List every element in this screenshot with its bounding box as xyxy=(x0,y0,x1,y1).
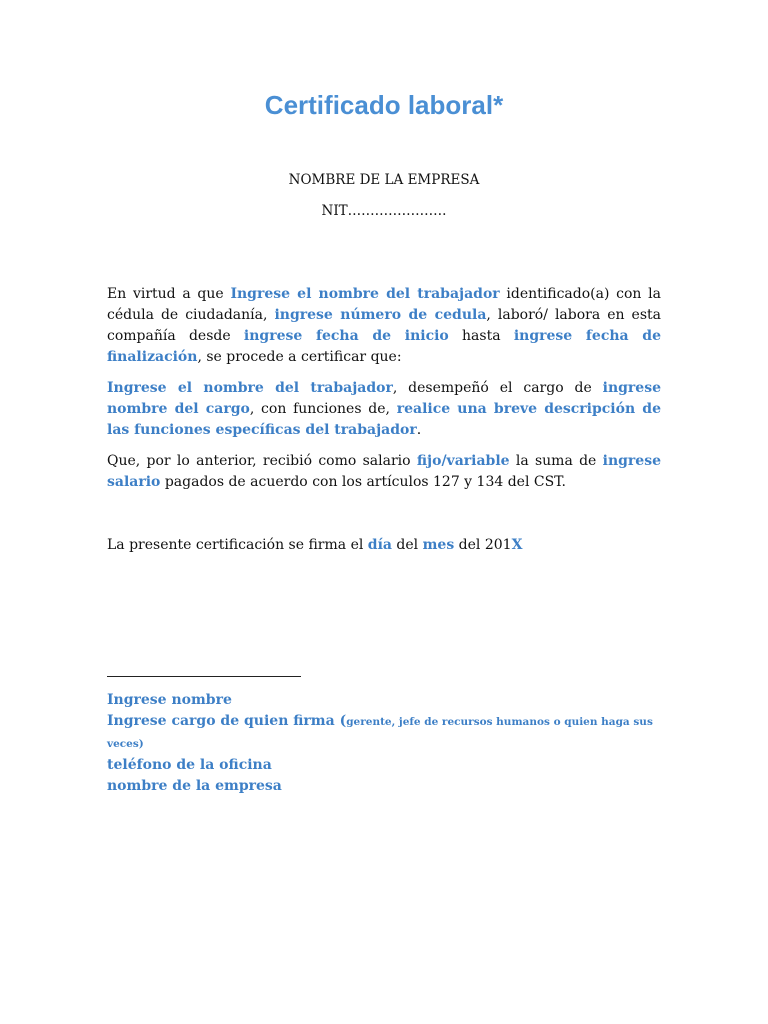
position-name-field: ingrese nombre del cargo xyxy=(107,380,661,417)
paragraph-position xyxy=(107,378,661,441)
year-digit-field: X xyxy=(511,537,523,553)
text-segment: Que, por lo anterior, recibió como salario xyxy=(107,453,417,469)
office-phone-field: teléfono de la oficina xyxy=(107,757,272,773)
company-name-placeholder: NOMBRE DE LA EMPRESA xyxy=(288,172,480,188)
text-segment: , se procede a certificar que: xyxy=(197,349,402,365)
text-segment: pagados de acuerdo con los artículos 127 y 134 del CST. xyxy=(160,474,566,490)
signer-company-field: nombre de la empresa xyxy=(107,778,282,794)
day-field: día xyxy=(367,537,392,553)
signature-block xyxy=(107,690,667,797)
nit-line: NIT…………………. xyxy=(321,203,447,219)
text-segment: del 201 xyxy=(454,537,512,553)
start-date-field: ingrese fecha de inicio xyxy=(243,328,449,344)
text-segment: del xyxy=(391,537,423,553)
paragraph-salary xyxy=(107,451,661,493)
salary-amount-field: ingrese salario xyxy=(107,453,661,490)
paragraph-employment xyxy=(107,284,661,368)
text-segment: En virtud a que xyxy=(107,286,231,302)
text-segment: La presente certificación se firma el xyxy=(107,537,368,553)
signer-role-note: gerente, jefe de recursos humanos o quien haga sus veces) xyxy=(107,716,653,750)
worker-name-field: Ingrese el nombre del trabajador xyxy=(107,380,393,396)
text-segment: , con funciones de, xyxy=(249,401,397,417)
text-segment: , laboró/ labora en esta compañía desde xyxy=(107,307,661,344)
end-date-field: ingrese fecha de finalización xyxy=(107,328,661,365)
text-segment: identificado(a) con la cédula de ciudadanía, xyxy=(107,286,661,323)
document-title: Certificado laboral* xyxy=(264,90,504,120)
id-number-field: ingrese número de cedula xyxy=(274,307,487,323)
signer-role-field: Ingrese cargo de quien firma ( xyxy=(107,713,347,729)
text-segment: hasta xyxy=(448,328,514,344)
worker-name-field: Ingrese el nombre del trabajador xyxy=(230,286,500,302)
signer-role-line xyxy=(107,711,667,755)
functions-description-field: realice una breve descripción de las funciones específicas del trabajador xyxy=(107,401,661,438)
text-segment: , desempeñó el cargo de xyxy=(392,380,603,396)
text-segment: la suma de xyxy=(509,453,603,469)
month-field: mes xyxy=(422,537,455,553)
paragraph-signature-date xyxy=(107,535,661,556)
signer-name-field: Ingrese nombre xyxy=(107,692,232,708)
signature-line xyxy=(107,676,301,677)
text-segment: . xyxy=(416,422,422,438)
salary-type-field: fijo/variable xyxy=(416,453,510,469)
